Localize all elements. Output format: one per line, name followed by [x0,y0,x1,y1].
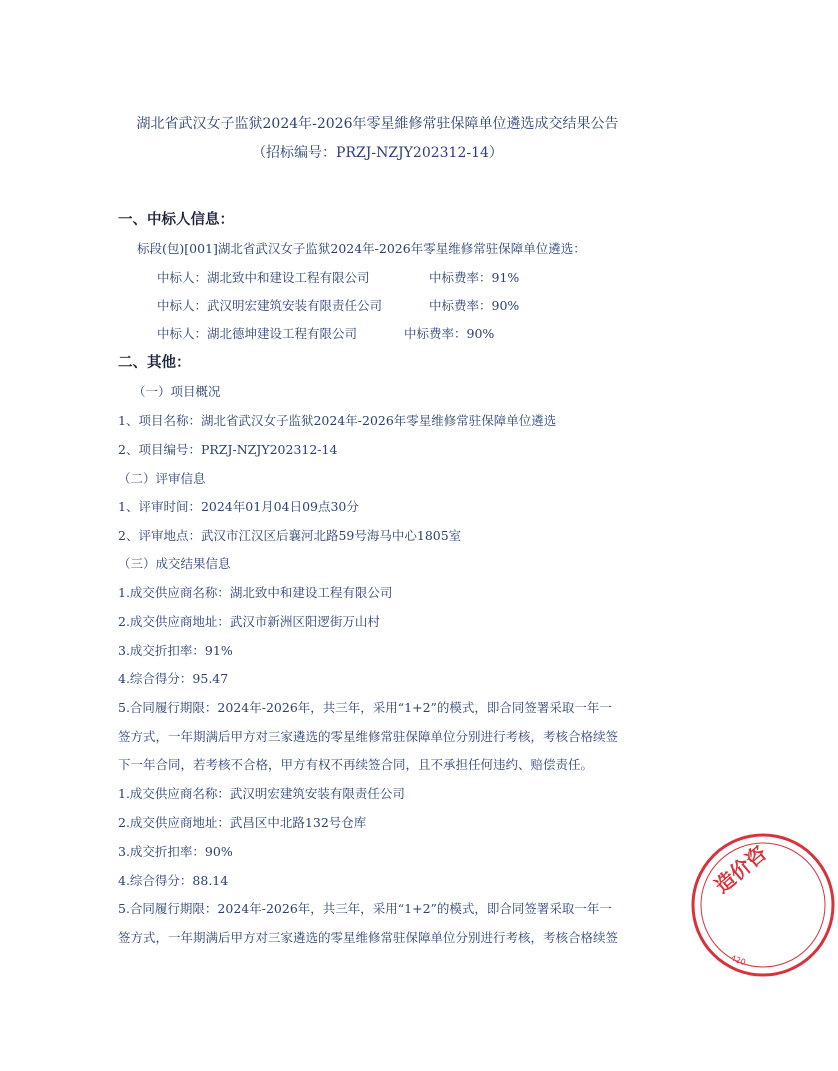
supplier1-score: 4.综合得分：95.47 [118,671,229,686]
seal-code: 420 [729,953,747,968]
winner-rate: 中标费率：90% [429,298,520,313]
winner-name: 中标人：武汉明宏建筑安装有限责任公司 [157,298,383,313]
tender-number: （招标编号：PRZJ-NZJY202312-14） [252,145,503,161]
seal-text: 造价咨 [709,840,772,898]
project-name: 1、项目名称：湖北省武汉女子监狱2024年-2026年零星维修常驻保障单位遴选 [118,413,557,428]
company-seal [688,830,838,980]
supplier2-address: 2.成交供应商地址：武昌区中北路132号仓库 [118,815,367,830]
supplier2-term: 5.合同履行期限：2024年-2026年，共三年，采用“1+2”的模式，即合同签署采取一年一 [118,901,612,916]
supplier1-discount: 3.成交折扣率：91% [118,643,233,658]
review-place: 2、评审地点：武汉市江汉区后襄河北路59号海马中心1805室 [118,528,462,543]
subheading-result: （三）成交结果信息 [118,556,231,571]
page-title: 湖北省武汉女子监狱2024年-2026年零星維修常驻保障单位遴选成交结果公告 [136,116,619,132]
winner-name: 中标人：湖北德坤建设工程有限公司 [157,326,358,341]
lot-description: 标段(包)[001]湖北省武汉女子监狱2024年-2026年零星维修常驻保障单位遴选： [137,241,586,256]
subheading-overview: （一）项目概况 [133,384,221,399]
supplier1-term: 5.合同履行期限：2024年-2026年，共三年，采用“1+2”的模式，即合同签署采取一年一 [118,700,612,715]
winner-rate: 中标费率：91% [429,270,520,285]
supplier1-term: 签方式，一年期满后甲方对三家遴选的零星维修常驻保障单位分别进行考核，考核合格续签 [118,729,619,744]
supplier2-discount: 3.成交折扣率：90% [118,844,233,859]
supplier1-address: 2.成交供应商地址：武汉市新洲区阳逻街万山村 [118,614,380,629]
subheading-review: （二）评审信息 [118,471,206,486]
supplier2-term: 签方式，一年期满后甲方对三家遴选的零星维修常驻保障单位分别进行考核，考核合格续签 [118,930,619,945]
winner-name: 中标人：湖北致中和建设工程有限公司 [157,270,370,285]
section-heading-other: 二、其他： [118,355,191,371]
project-number: 2、项目编号：PRZJ-NZJY202312-14 [118,442,338,457]
supplier1-term: 下一年合同，若考核不合格，甲方有权不再续签合同，且不承担任何违约、赔偿责任。 [118,757,594,772]
section-heading-winners: 一、中标人信息： [118,212,234,228]
supplier1-name: 1.成交供应商名称：湖北致中和建设工程有限公司 [118,585,393,600]
supplier2-score: 4.综合得分：88.14 [118,873,229,888]
review-time: 1、评审时间：2024年01月04日09点30分 [118,499,359,514]
supplier2-name: 1.成交供应商名称：武汉明宏建筑安装有限责任公司 [118,786,405,801]
winner-rate: 中标费率：90% [404,326,495,341]
